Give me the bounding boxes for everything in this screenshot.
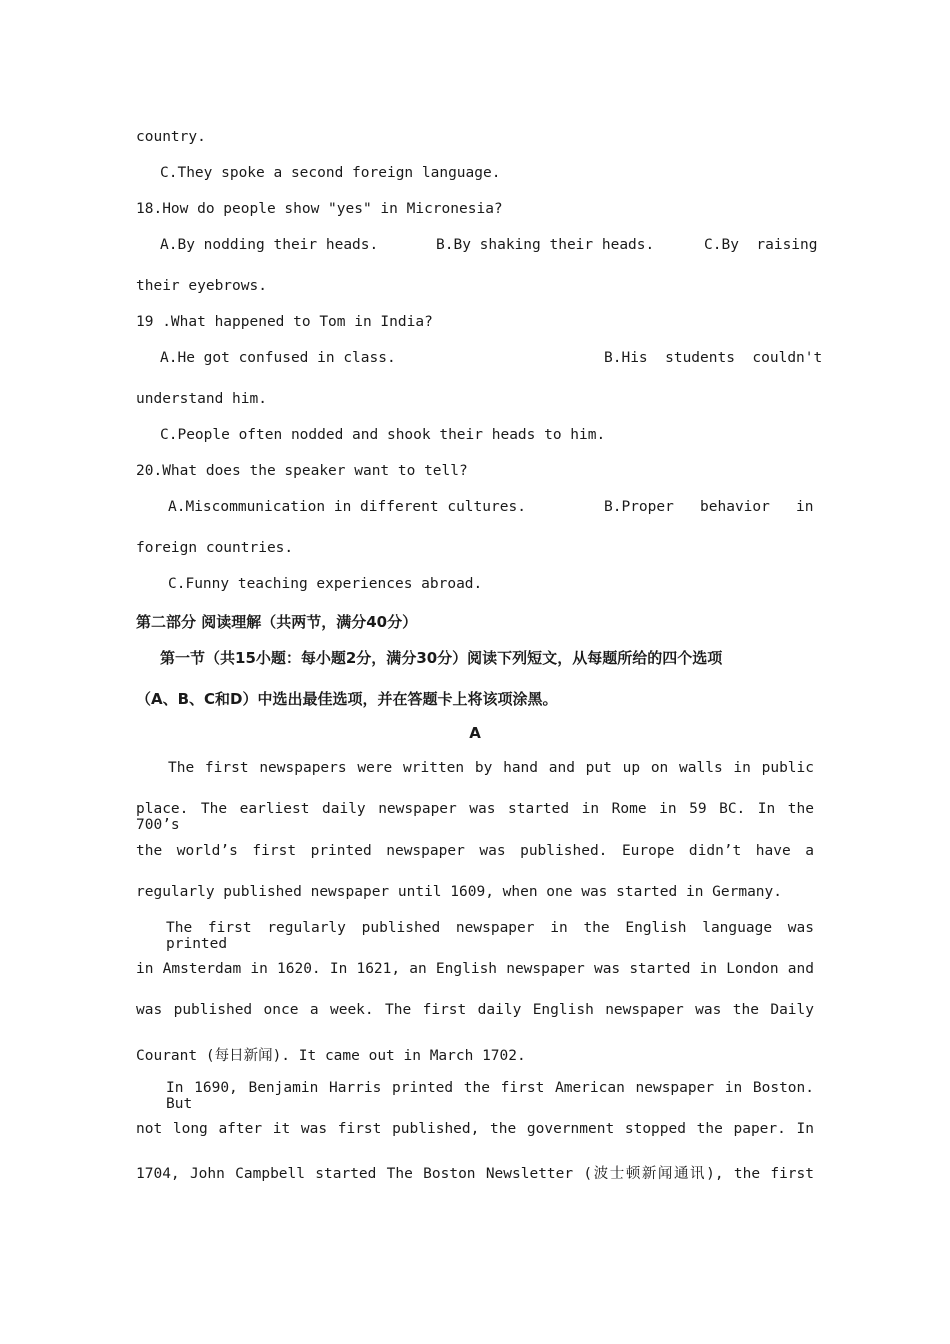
q17-option-c: C.They spoke a second foreign language.: [160, 165, 501, 181]
q20-option-a: A.Miscommunication in different cultures.: [168, 499, 526, 515]
section1-instructions-line1: 第一节（共15小题：每小题2分，满分30分）阅读下列短文，从每题所给的四个选项: [160, 649, 723, 667]
passage-a-p3-line3: 1704, John Campbell started The Boston Newsletter (波士顿新闻通讯), the first: [136, 1166, 814, 1182]
q20-option-b: B.Proper behavior in: [604, 499, 814, 515]
passage-a-p3-line2: not long after it was first published, the government stopped the paper. In: [136, 1121, 814, 1137]
q17-continuation: country.: [136, 129, 206, 145]
passage-a-p2-line2: in Amsterdam in 1620. In 1621, an English newspaper was started in London and: [136, 961, 814, 977]
passage-a-p2-line1: The first regularly published newspaper in the English language was printed: [166, 920, 814, 952]
passage-a-p2-line3: was published once a week. The first daily English newspaper was the Daily: [136, 1002, 814, 1018]
q19-option-c: C.People often nodded and shook their heads to him.: [160, 427, 606, 443]
q18-option-b: B.By shaking their heads.: [436, 237, 655, 253]
q18-option-a: A.By nodding their heads.: [160, 237, 379, 253]
q20-stem: 20.What does the speaker want to tell?: [136, 463, 468, 479]
part2-heading: 第二部分 阅读理解（共两节，满分40分）: [136, 613, 418, 631]
q18-stem: 18.How do people show "yes" in Micronesia?: [136, 201, 503, 217]
q19-option-b-continuation: understand him.: [136, 391, 267, 407]
passage-label: A: [469, 724, 481, 742]
q20-option-c: C.Funny teaching experiences abroad.: [168, 576, 483, 592]
q19-option-a: A.He got confused in class.: [160, 350, 396, 366]
passage-a-p1-line2: place. The earliest daily newspaper was started in Rome in 59 BC. In the 700’s: [136, 801, 814, 833]
passage-a-p1-line4: regularly published newspaper until 1609, when one was started in Germany.: [136, 884, 783, 900]
passage-a-p1-line3: the world’s first printed newspaper was published. Europe didn’t have a: [136, 843, 814, 859]
section1-instructions-line2: （A、B、C和D）中选出最佳选项，并在答题卡上将该项涂黑。: [136, 690, 558, 708]
passage-a-p2-line4: Courant (每日新闻). It came out in March 1702.: [136, 1048, 526, 1064]
q18-option-c: C.By raising: [704, 237, 818, 253]
q18-option-c-continuation: their eyebrows.: [136, 278, 267, 294]
passage-a-p3-line1: In 1690, Benjamin Harris printed the first American newspaper in Boston. But: [166, 1080, 814, 1112]
passage-a-p1-line1: The first newspapers were written by hand and put up on walls in public: [168, 760, 814, 776]
q19-stem: 19 .What happened to Tom in India?: [136, 314, 433, 330]
q19-option-b: B.His students couldn't: [604, 350, 823, 366]
q20-option-b-continuation: foreign countries.: [136, 540, 294, 556]
